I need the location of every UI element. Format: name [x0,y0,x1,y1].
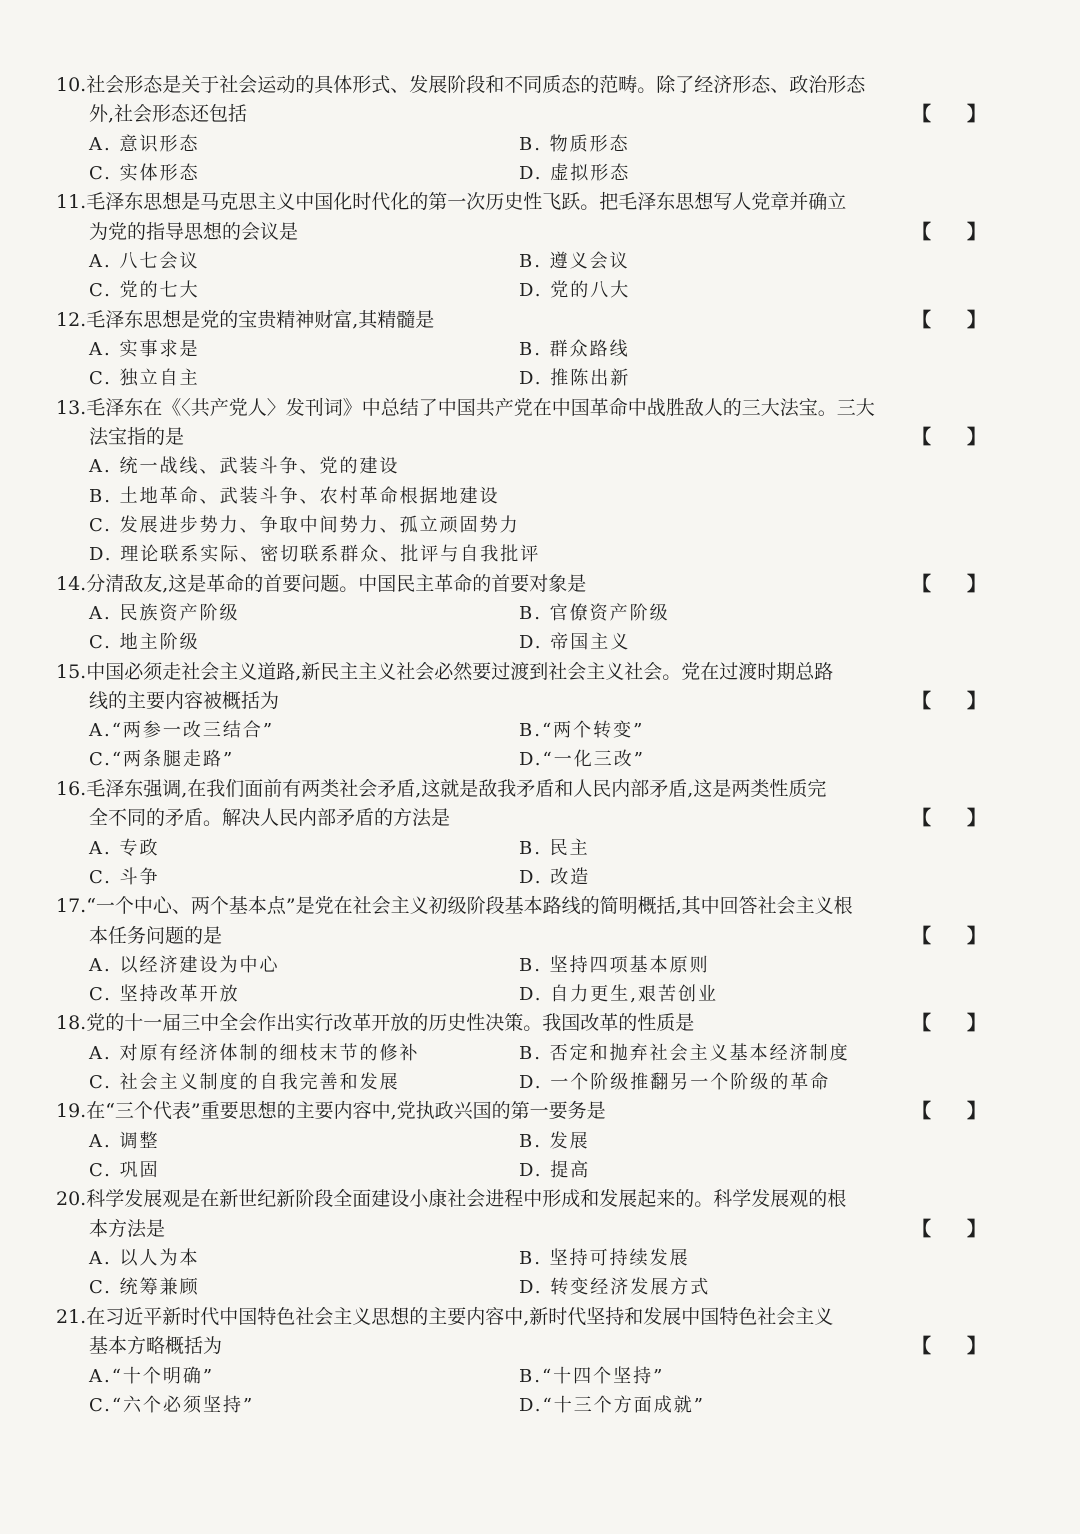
option-a[interactable]: A. 专政 [89,838,160,859]
option-c[interactable]: C. 地主阶级 [89,632,200,653]
question-11-stem-line1: 11.毛泽东思想是马克思主义中国化时代化的第一次历史性飞跃。把毛泽东思想写人党章并确立 [56,191,847,213]
option-c[interactable]: C. 独立自主 [89,368,200,389]
answer-bracket[interactable]: 【】 [912,221,1023,243]
question-20-stem-line1: 20.科学发展观是在新世纪新阶段全面建设小康社会进程中形成和发展起来的。科学发展观的根 [56,1188,847,1210]
option-c[interactable]: C.“六个必须坚持” [89,1395,255,1416]
option-b[interactable]: B.“两个转变” [519,720,645,741]
option-a[interactable]: A. 以经济建设为中心 [89,955,280,976]
option-a[interactable]: A. 调整 [89,1131,160,1152]
option-b[interactable]: B. 发展 [519,1131,590,1152]
option-d[interactable]: D. 转变经济发展方式 [519,1277,711,1298]
option-d[interactable]: D. 提高 [519,1160,591,1181]
question-10-stem-line1: 10.社会形态是关于社会运动的具体形式、发展阶段和不同质态的范畴。除了经济形态、政治形态 [56,74,866,96]
question-15-stem-line1: 15.中国必须走社会主义道路,新民主主义社会必然要过渡到社会主义社会。党在过渡时期总路 [56,661,834,683]
option-c[interactable]: C. 实体形态 [89,163,200,184]
option-d[interactable]: D. 虚拟形态 [519,163,631,184]
question-14-stem: 14.分清敌友,这是革命的首要问题。中国民主革命的首要对象是 [56,573,587,595]
option-a[interactable]: A. 民族资产阶级 [89,603,240,624]
question-13-stem-line1: 13.毛泽东在《〈共产党人〉发刊词》中总结了中国共产党在中国革命中战胜敌人的三大法宝。三大 [56,397,875,419]
option-d[interactable]: D. 推陈出新 [519,368,631,389]
option-d[interactable]: D. 一个阶级推翻另一个阶级的革命 [519,1072,831,1093]
question-17-stem-line1: 17.“一个中心、两个基本点”是党在社会主义初级阶段基本路线的简明概括,其中回答社会主义根 [56,895,853,917]
answer-bracket[interactable]: 【】 [912,1100,1023,1122]
option-b[interactable]: B. 否定和抛弃社会主义基本经济制度 [519,1043,850,1064]
question-15-stem-line2: 线的主要内容被概括为 [89,690,280,712]
question-16-stem-line2: 全不同的矛盾。解决人民内部矛盾的方法是 [89,807,451,829]
option-b[interactable]: B. 坚持可持续发展 [519,1248,690,1269]
option-a[interactable]: A. 以人为本 [89,1248,200,1269]
option-b[interactable]: B. 物质形态 [519,134,630,155]
option-b[interactable]: B. 群众路线 [519,339,630,360]
answer-bracket[interactable]: 【】 [912,690,1023,712]
answer-bracket[interactable]: 【】 [912,103,1023,125]
answer-bracket[interactable]: 【】 [912,309,1023,331]
option-a[interactable]: A. 意识形态 [89,134,200,155]
option-d[interactable]: D. 党的八大 [519,280,631,301]
option-a[interactable]: A. 实事求是 [89,339,200,360]
option-b[interactable]: B. 遵义会议 [519,251,630,272]
option-b[interactable]: B. 官僚资产阶级 [519,603,670,624]
option-d[interactable]: D.“十三个方面成就” [519,1395,705,1416]
answer-bracket[interactable]: 【】 [912,807,1023,829]
answer-bracket[interactable]: 【】 [912,1335,1023,1357]
question-16-stem-line1: 16.毛泽东强调,在我们面前有两类社会矛盾,这就是敌我矛盾和人民内部矛盾,这是两类性质完 [56,778,827,800]
answer-bracket[interactable]: 【】 [912,426,1023,448]
option-b[interactable]: B. 坚持四项基本原则 [519,955,710,976]
option-d[interactable]: D. 理论联系实际、密切联系群众、批评与自我批评 [89,544,541,565]
question-19-stem: 19.在“三个代表”重要思想的主要内容中,党执政兴国的第一要务是 [56,1100,606,1122]
question-13-stem-line2: 法宝指的是 [89,426,185,448]
option-a[interactable]: A.“十个明确” [89,1366,215,1387]
option-a[interactable]: A.“两参一改三结合” [89,720,275,741]
option-d[interactable]: D. 自力更生,艰苦创业 [519,984,718,1005]
option-d[interactable]: D. 帝国主义 [519,632,631,653]
option-c[interactable]: C.“两条腿走路” [89,749,235,770]
question-12-stem: 12.毛泽东思想是党的宝贵精神财富,其精髓是 [56,309,435,331]
question-20-stem-line2: 本方法是 [89,1218,166,1240]
option-c[interactable]: C. 发展进步势力、争取中间势力、孤立顽固势力 [89,515,520,536]
option-d[interactable]: D. 改造 [519,867,591,888]
answer-bracket[interactable]: 【】 [912,1012,1023,1034]
option-c[interactable]: C. 坚持改革开放 [89,984,240,1005]
option-b[interactable]: B.“十四个坚持” [519,1366,665,1387]
option-a[interactable]: A. 八七会议 [89,251,200,272]
answer-bracket[interactable]: 【】 [912,573,1023,595]
question-11-stem-line2: 为党的指导思想的会议是 [89,221,299,243]
question-21-stem-line2: 基本方略概括为 [89,1335,223,1357]
option-c[interactable]: C. 统筹兼顾 [89,1277,200,1298]
answer-bracket[interactable]: 【】 [912,925,1023,947]
answer-bracket[interactable]: 【】 [912,1218,1023,1240]
option-a[interactable]: A. 统一战线、武装斗争、党的建设 [89,456,400,477]
option-c[interactable]: C. 巩固 [89,1160,160,1181]
question-10-stem-line2: 外,社会形态还包括 [89,103,248,125]
option-a[interactable]: A. 对原有经济体制的细枝末节的修补 [89,1043,420,1064]
option-b[interactable]: B. 土地革命、武装斗争、农村革命根据地建设 [89,486,500,507]
option-b[interactable]: B. 民主 [519,838,590,859]
question-21-stem-line1: 21.在习近平新时代中国特色社会主义思想的主要内容中,新时代坚持和发展中国特色社会主义 [56,1306,834,1328]
option-c[interactable]: C. 斗争 [89,867,160,888]
option-c[interactable]: C. 社会主义制度的自我完善和发展 [89,1072,400,1093]
question-18-stem: 18.党的十一届三中全会作出实行改革开放的历史性决策。我国改革的性质是 [56,1012,695,1034]
option-c[interactable]: C. 党的七大 [89,280,200,301]
question-17-stem-line2: 本任务问题的是 [89,925,223,947]
option-d[interactable]: D.“一化三改” [519,749,645,770]
